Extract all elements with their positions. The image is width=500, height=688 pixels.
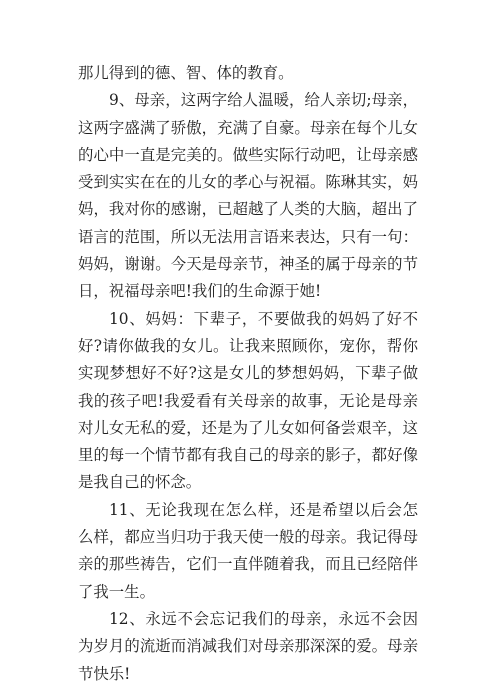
document-body (78, 60, 418, 688)
paragraph-9: 9、母亲，这两字给人温暖，给人亲切;母亲，这两字盛满了骄傲，充满了自豪。母亲在每个儿女的心中一直是完美的。做些实际行动吧，让母亲感受到实实在在的儿女的孝心与祝福。陈琳其实，妈妈，我对你的感谢，已超越了人类的大脑，超出了语言的范围，所以无法用言语来表达，只有一句：妈妈，谢谢。今天是母亲节，神圣的属于母亲的节日，祝福母亲吧!我们的生命源于她! (78, 91, 418, 301)
paragraph-continuation: 那儿得到的德、智、体的教育。 (78, 64, 294, 82)
paragraph-10: 10、妈妈：下辈子，不要做我的妈妈了好不好?请你做我的女儿。让我来照顾你，宠你，帮你实现梦想好不好?这是女儿的梦想妈妈，下辈子做我的孩子吧!我爱看有关母亲的故事，无论是母亲对儿女无私的爱，还是为了儿女如何备尝艰辛，这里的每一个情节都有我自己的母亲的影子，都好像是我自己的怀念。 (78, 309, 418, 492)
paragraph-11: 11、无论我现在怎么样，还是希望以后会怎么样，都应当归功于我天使一般的母亲。我记得母亲的那些祷告，它们一直伴随着我，而且已经陪伴了我一生。 (78, 500, 418, 601)
paragraph-12: 12、永远不会忘记我们的母亲，永远不会因为岁月的流逝而消减我们对母亲那深深的爱。母亲节快乐! (78, 609, 418, 683)
